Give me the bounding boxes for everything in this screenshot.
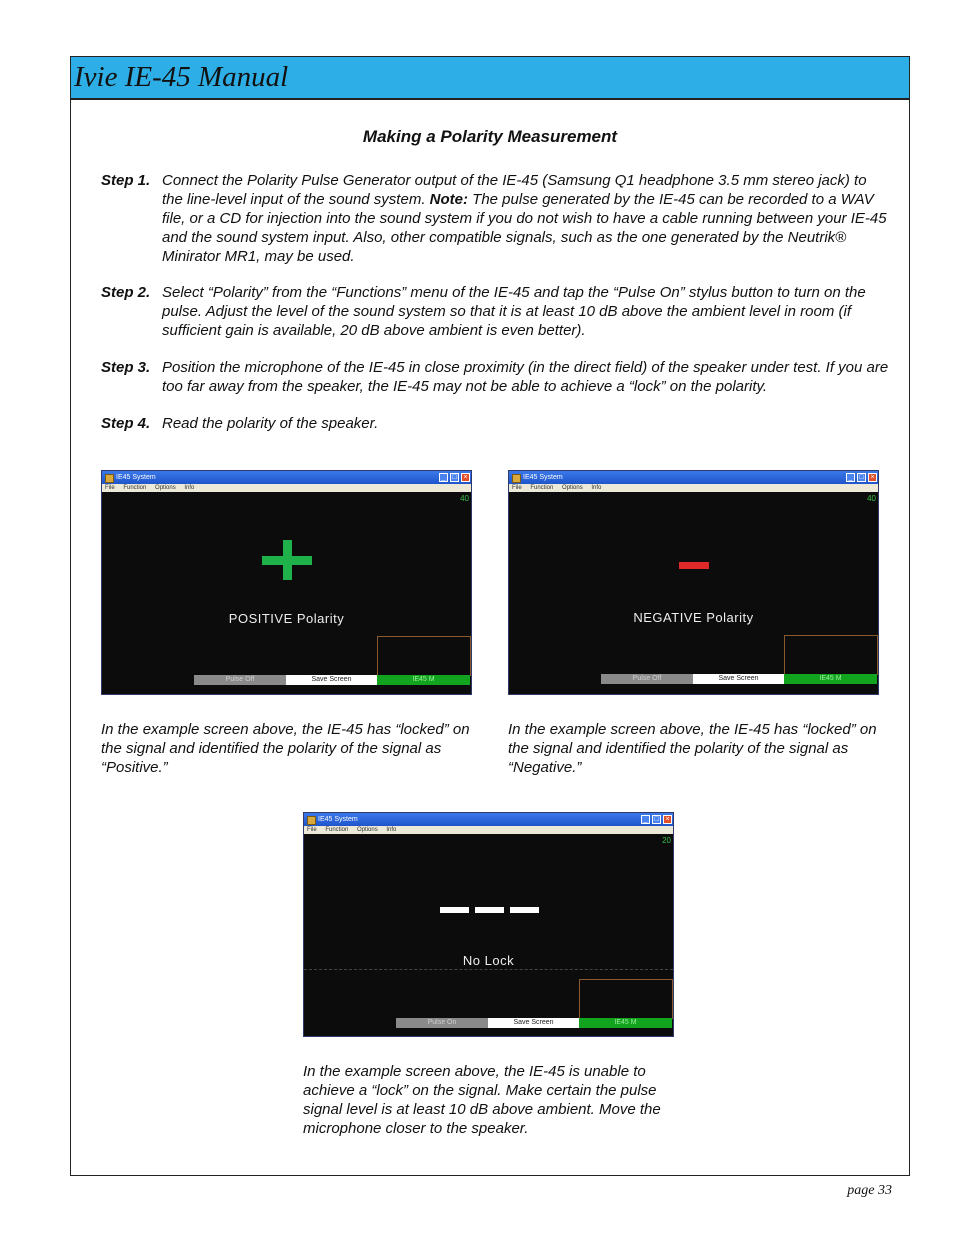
divider-line bbox=[304, 969, 673, 970]
pulse-button: Pulse On bbox=[396, 1018, 488, 1028]
menu-file: File bbox=[105, 485, 115, 491]
dash-icon bbox=[510, 907, 539, 913]
menu-options: Options bbox=[155, 485, 176, 491]
button-bar bbox=[194, 675, 470, 685]
close-icon: × bbox=[663, 815, 672, 824]
window-title: IE45 System bbox=[116, 474, 156, 481]
caption-negative: In the example screen above, the IE-45 has “locked” on the signal and identified the polarity of the signal as “Negative.” bbox=[508, 721, 877, 776]
meter-box bbox=[377, 636, 471, 676]
step-3 bbox=[101, 358, 891, 396]
step-4 bbox=[101, 414, 891, 433]
menu-options: Options bbox=[357, 827, 378, 833]
caption-positive: In the example screen above, the IE-45 has “locked” on the signal and identified the polarity of the signal as “Positive.” bbox=[101, 721, 470, 776]
maximize-icon: □ bbox=[450, 473, 459, 482]
step-2 bbox=[101, 283, 891, 340]
step-label: Step 3. bbox=[101, 359, 151, 376]
device-id-button: IE45 M bbox=[377, 675, 470, 685]
dash-icon bbox=[475, 907, 504, 913]
window-title: IE45 System bbox=[523, 474, 563, 481]
step-label: Step 2. bbox=[101, 284, 151, 301]
menu-options: Options bbox=[562, 485, 583, 491]
meter-box bbox=[784, 635, 878, 675]
window-menubar bbox=[509, 484, 878, 492]
step-1-note-text: The pulse generated by the IE-45 can be recorded to a WAV file, or a CD for injection into the sound system if you do not wish to have a cable running between your IE-45 and the sound system input. Also, other compatible signals, such as the one generated by the Neutrik® Minirator MR1, may be used. bbox=[162, 191, 887, 265]
step-text bbox=[162, 171, 891, 266]
button-bar bbox=[396, 1018, 672, 1028]
step-1-text: Connect the Polarity Pulse Generator output of the IE-45 (Samsung Q1 headphone 3.5 mm stereo jack) to the line-level input of the sound system. bbox=[162, 172, 867, 208]
device-id-button: IE45 M bbox=[579, 1018, 672, 1028]
section-title: Making a Polarity Measurement bbox=[362, 127, 618, 146]
menu-info: Info bbox=[591, 485, 602, 491]
corner-readout: 40 bbox=[867, 494, 876, 503]
window-menubar bbox=[102, 484, 471, 492]
polarity-label: NEGATIVE Polarity bbox=[633, 610, 754, 625]
manual-title: Ivie IE-45 Manual bbox=[74, 61, 289, 93]
step-text: Select “Polarity” from the “Functions” menu of the IE-45 and tap the “Pulse On” stylus button to turn on the pulse. Adjust the level of the sound system so that it is at least 10 dB above the ambient level in room (if sufficient gain is available, 20 dB above ambient is even better). bbox=[162, 284, 866, 339]
step-label: Step 1. bbox=[101, 172, 151, 189]
app-icon bbox=[307, 816, 316, 825]
minus-icon bbox=[679, 562, 709, 569]
window-menubar bbox=[304, 826, 673, 834]
menu-info: Info bbox=[386, 827, 397, 833]
menu-function: Function bbox=[123, 485, 147, 491]
window-titlebar bbox=[509, 471, 878, 484]
maximize-icon: □ bbox=[857, 473, 866, 482]
save-screen-button: Save Screen bbox=[286, 675, 377, 685]
window-title: IE45 System bbox=[318, 816, 358, 823]
app-icon bbox=[105, 474, 114, 483]
note-label: Note: bbox=[429, 191, 468, 208]
menu-function: Function bbox=[325, 827, 349, 833]
caption-no-lock: In the example screen above, the IE-45 is unable to achieve a “lock” on the signal. Make certain the pulse signal level is at least 10 dB above ambient. Move the microphone closer to the speaker. bbox=[303, 1063, 661, 1137]
close-icon: × bbox=[461, 473, 470, 482]
step-1 bbox=[101, 171, 891, 266]
positive-polarity-screenshot bbox=[101, 470, 472, 695]
minimize-icon: _ bbox=[846, 473, 855, 482]
button-bar bbox=[601, 674, 877, 684]
menu-info: Info bbox=[184, 485, 195, 491]
dash-icon bbox=[440, 907, 469, 913]
meter-box bbox=[579, 979, 673, 1019]
close-icon: × bbox=[868, 473, 877, 482]
polarity-label: POSITIVE Polarity bbox=[228, 611, 345, 626]
pulse-button: Pulse Off bbox=[194, 675, 286, 685]
minimize-icon: _ bbox=[439, 473, 448, 482]
maximize-icon: □ bbox=[652, 815, 661, 824]
app-icon bbox=[512, 474, 521, 483]
menu-file: File bbox=[512, 485, 522, 491]
window-titlebar bbox=[304, 813, 673, 826]
device-id-button: IE45 M bbox=[784, 674, 877, 684]
manual-header bbox=[71, 57, 909, 100]
save-screen-button: Save Screen bbox=[693, 674, 784, 684]
step-text: Read the polarity of the speaker. bbox=[162, 415, 379, 432]
window-titlebar bbox=[102, 471, 471, 484]
save-screen-button: Save Screen bbox=[488, 1018, 579, 1028]
negative-polarity-screenshot bbox=[508, 470, 879, 695]
polarity-label: No Lock bbox=[462, 953, 515, 968]
menu-file: File bbox=[307, 827, 317, 833]
minimize-icon: _ bbox=[641, 815, 650, 824]
page-number: page 33 bbox=[847, 1183, 892, 1198]
menu-function: Function bbox=[530, 485, 554, 491]
no-lock-screenshot bbox=[303, 812, 674, 1037]
corner-readout: 40 bbox=[460, 494, 469, 503]
step-label: Step 4. bbox=[101, 415, 151, 432]
pulse-button: Pulse Off bbox=[601, 674, 693, 684]
step-text: Position the microphone of the IE-45 in close proximity (in the direct field) of the speaker under test. If you are too far away from the speaker, the IE-45 may not be able to achieve a “lock” on the polarity. bbox=[162, 359, 889, 395]
plus-icon-vertical bbox=[283, 540, 292, 580]
corner-readout: 20 bbox=[662, 836, 671, 845]
